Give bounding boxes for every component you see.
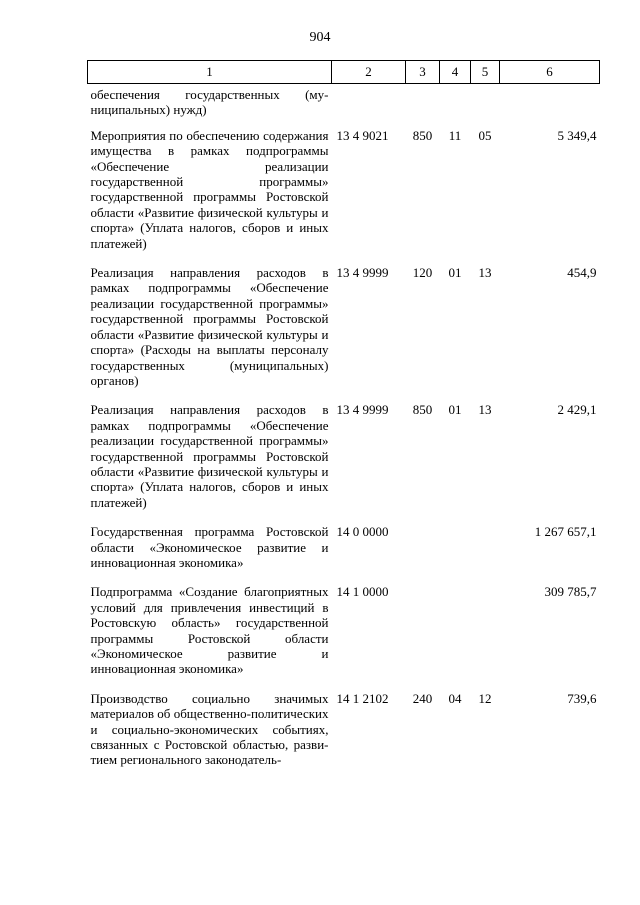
table-row bbox=[88, 691, 600, 768]
target-article-code: 13 4 9999 bbox=[336, 402, 389, 418]
amount: 1 267 657,1 bbox=[534, 524, 597, 540]
section-code: 01 bbox=[448, 265, 462, 281]
row-description: обеспечения государственных (муниципальных) нужд) bbox=[90, 87, 329, 118]
expense-type-code bbox=[406, 584, 440, 690]
amount bbox=[500, 84, 600, 128]
amount: 454,9 bbox=[567, 265, 597, 281]
budget-table bbox=[87, 60, 600, 768]
row-description: Реализация направления расходов в рамках подпрограммы «Обеспечение реализации государственной программы» государственной программы Ростовской области «Развитие физической культуры и спорта» (Уплата налогов, сборов и иных платежей) bbox=[90, 402, 329, 510]
amount: 309 785,7 bbox=[544, 584, 597, 600]
page-number: 904 bbox=[309, 30, 331, 45]
subsection-code bbox=[471, 584, 500, 690]
subsection-code bbox=[471, 524, 500, 584]
subsection-code bbox=[471, 84, 500, 128]
column-header: 6 bbox=[500, 61, 600, 84]
table-row bbox=[88, 402, 600, 524]
column-header: 2 bbox=[332, 61, 406, 84]
section-code bbox=[440, 524, 471, 584]
target-article-code: 14 1 2102 bbox=[336, 690, 389, 706]
expense-type-code: 850 bbox=[412, 402, 433, 418]
expense-type-code: 850 bbox=[412, 127, 433, 143]
section-code: 11 bbox=[448, 127, 462, 143]
table-row bbox=[88, 128, 600, 265]
target-article-code bbox=[332, 84, 406, 128]
expense-type-code: 240 bbox=[412, 690, 433, 706]
table-row bbox=[88, 84, 600, 128]
row-description: Подпрограмма «Создание благоприятных условий для привлечения инвестиций в Ростовскую область» государственной программы Ростовской области «Экономическое развитие и инновационная экономика» bbox=[90, 584, 329, 677]
subsection-code: 05 bbox=[478, 127, 492, 143]
table-row bbox=[88, 524, 600, 584]
target-article-code: 13 4 9021 bbox=[336, 127, 389, 143]
column-header: 3 bbox=[406, 61, 440, 84]
subsection-code: 13 bbox=[478, 265, 492, 281]
row-description: Реализация направления расходов в рамках подпрограммы «Обеспечение реализации государственной программы» государственной программы Ростовской области «Развитие физической культуры и спорта» (Расходы на выплаты персоналу государственных (муниципальных) органов) bbox=[90, 265, 329, 388]
column-header: 1 bbox=[88, 61, 332, 84]
row-description: Мероприятия по обеспечению содержания имущества в рамках подпрограммы «Обеспечение реализации государственной программы» государственной программы Ростовской области «Развитие физической культуры и спорта» (Уплата налогов, сборов и иных платежей) bbox=[90, 127, 329, 251]
section-code bbox=[440, 84, 471, 128]
section-code: 04 bbox=[448, 690, 462, 706]
expense-type-code bbox=[406, 524, 440, 584]
target-article-code: 14 1 0000 bbox=[336, 584, 389, 600]
section-code: 01 bbox=[448, 402, 462, 418]
expense-type-code bbox=[406, 84, 440, 128]
row-description: Производство социально значимых материалов об общественно-политических и социально-экономических событиях, связанных с Ростовской областью, развитием регионального законодатель- bbox=[90, 690, 329, 768]
column-header: 4 bbox=[440, 61, 471, 84]
subsection-code: 13 bbox=[478, 402, 492, 418]
table-row bbox=[88, 584, 600, 690]
target-article-code: 13 4 9999 bbox=[336, 265, 389, 281]
row-description: Государственная программа Ростовской области «Экономическое развитие и инновационная экономика» bbox=[90, 524, 329, 570]
section-code bbox=[440, 584, 471, 690]
column-header: 5 bbox=[471, 61, 500, 84]
amount: 739,6 bbox=[567, 690, 597, 706]
amount: 5 349,4 bbox=[557, 127, 597, 143]
amount: 2 429,1 bbox=[557, 402, 597, 418]
table-header-row bbox=[88, 61, 600, 84]
expense-type-code: 120 bbox=[412, 265, 433, 281]
subsection-code: 12 bbox=[478, 690, 492, 706]
target-article-code: 14 0 0000 bbox=[336, 524, 389, 540]
table-row bbox=[88, 265, 600, 402]
